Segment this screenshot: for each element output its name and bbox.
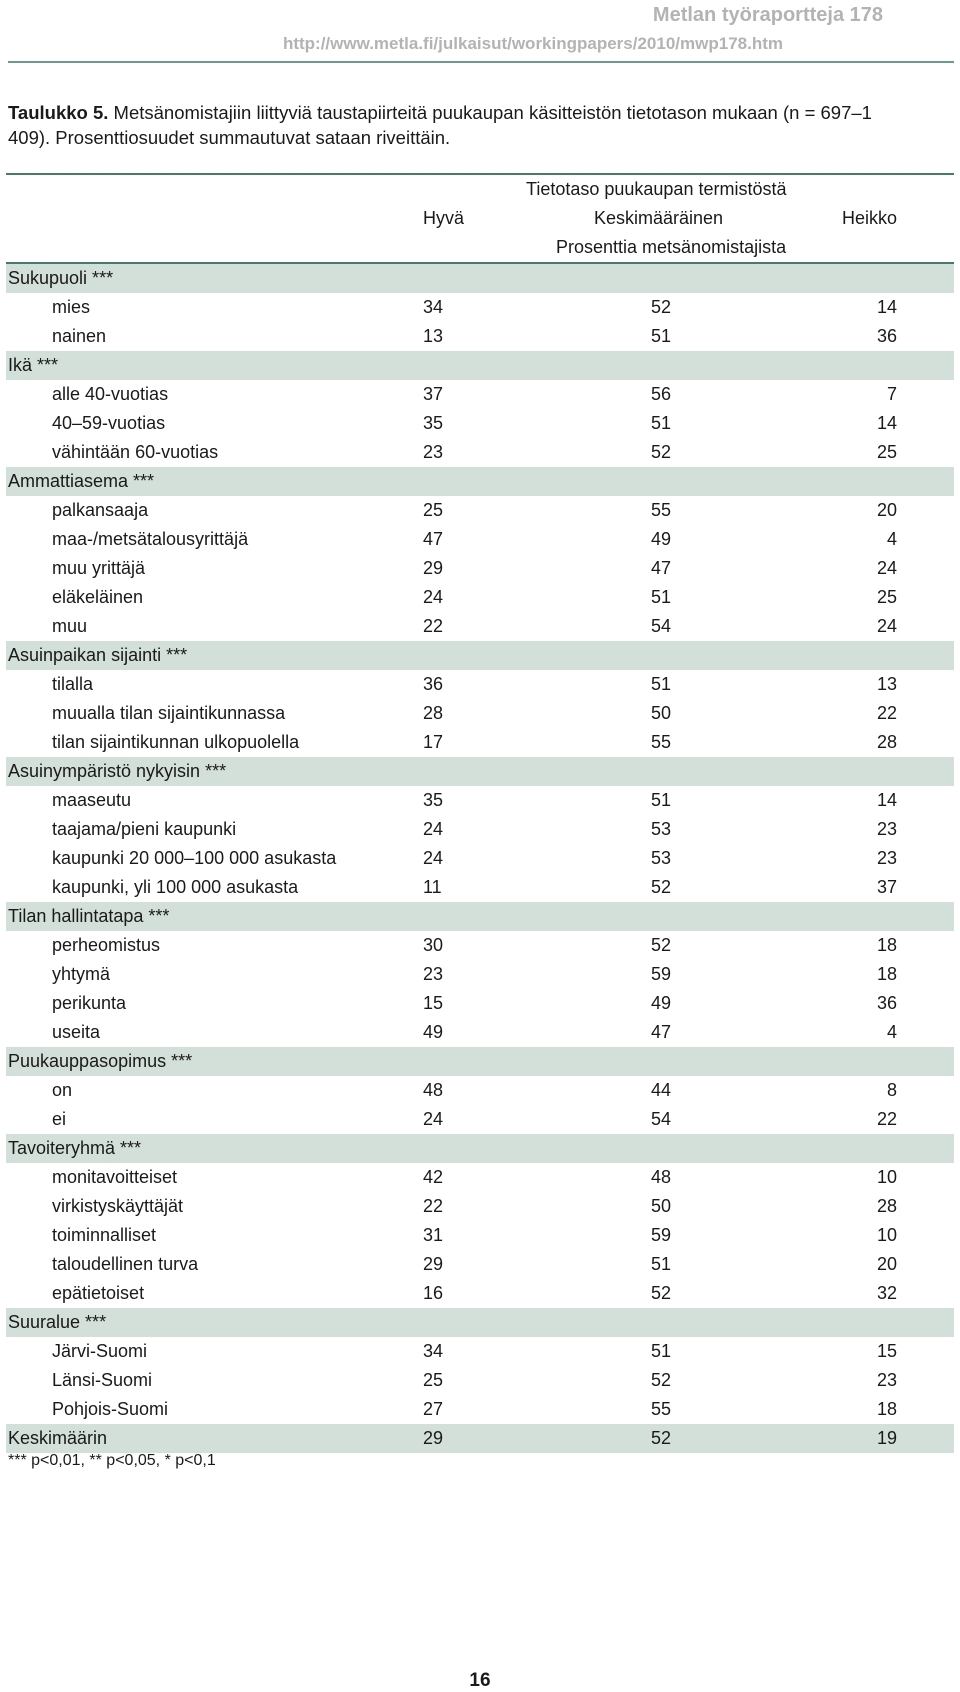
value-poor: 20	[876, 500, 897, 520]
row-label: nainen	[52, 326, 107, 346]
value-average: 52	[650, 297, 671, 317]
row-label: maaseutu	[52, 790, 132, 810]
value-poor: 23	[876, 819, 897, 839]
value-poor: 14	[876, 413, 897, 433]
value-good: 24	[423, 848, 444, 868]
value-average: 51	[650, 587, 671, 607]
value-good: 35	[423, 413, 444, 433]
table-row	[6, 670, 954, 699]
row-label: alle 40-vuotias	[52, 384, 169, 404]
header-super: Tietotaso puukaupan termistöstä	[526, 179, 787, 199]
value-average: 48	[650, 1167, 671, 1187]
value-poor: 28	[876, 732, 897, 752]
table-row	[6, 989, 954, 1018]
value-good: 15	[423, 993, 444, 1013]
table-row	[6, 699, 954, 728]
value-average: 52	[650, 1370, 671, 1390]
value-poor: 14	[876, 790, 897, 810]
table-row	[6, 873, 954, 902]
value-average: 52	[650, 877, 671, 897]
value-poor: 37	[876, 877, 897, 897]
row-label: Länsi-Suomi	[52, 1370, 153, 1390]
group-label: Asuinympäristö nykyisin ***	[8, 761, 227, 781]
table-row	[6, 1163, 954, 1192]
value-poor: 36	[876, 993, 897, 1013]
row-label: kaupunki, yli 100 000 asukasta	[52, 877, 299, 897]
value-good: 25	[423, 500, 444, 520]
table-row	[6, 786, 954, 815]
value-good: 27	[423, 1399, 444, 1419]
header-row-super	[6, 175, 954, 204]
table-row	[6, 438, 954, 467]
value-average: 53	[650, 819, 671, 839]
table-row	[6, 1366, 954, 1395]
value-poor: 7	[886, 384, 897, 404]
value-average: 54	[650, 616, 671, 636]
value-average: 51	[650, 1254, 671, 1274]
value-poor: 4	[886, 1022, 897, 1042]
table-row	[6, 583, 954, 612]
value-average: 49	[650, 993, 671, 1013]
value-poor: 36	[876, 326, 897, 346]
value-good: 22	[423, 616, 444, 636]
row-label: maa-/metsätalousyrittäjä	[52, 529, 249, 549]
table-row	[6, 1250, 954, 1279]
header-row-columns	[6, 204, 954, 233]
total-row	[6, 1424, 954, 1453]
total-poor: 19	[876, 1428, 897, 1448]
group-label: Ammattiasema ***	[8, 471, 155, 491]
value-good: 23	[423, 964, 444, 984]
group-label: Suuralue ***	[8, 1312, 107, 1332]
header-col-poor: Heikko	[841, 208, 897, 228]
header-col-good: Hyvä	[423, 208, 465, 228]
value-good: 29	[423, 1254, 444, 1274]
row-label: perheomistus	[52, 935, 161, 955]
table-row	[6, 728, 954, 757]
value-average: 59	[650, 964, 671, 984]
value-poor: 24	[876, 558, 897, 578]
value-average: 52	[650, 442, 671, 462]
value-average: 49	[650, 529, 671, 549]
value-average: 55	[650, 1399, 671, 1419]
value-average: 50	[650, 703, 671, 723]
value-poor: 15	[876, 1341, 897, 1361]
row-label: epätietoiset	[52, 1283, 145, 1303]
group-row	[6, 757, 954, 786]
value-poor: 4	[886, 529, 897, 549]
value-poor: 23	[876, 848, 897, 868]
value-good: 30	[423, 935, 444, 955]
value-average: 51	[650, 1341, 671, 1361]
value-poor: 14	[876, 297, 897, 317]
value-poor: 8	[886, 1080, 897, 1100]
total-good: 29	[423, 1428, 444, 1448]
group-row	[6, 351, 954, 380]
row-label: mies	[52, 297, 91, 317]
row-label: tilan sijaintikunnan ulkopuolella	[52, 732, 300, 752]
row-label: ei	[52, 1109, 67, 1129]
series-url[interactable]: http://www.metla.fi/julkaisut/workingpapers/2010/mwp178.htm	[282, 34, 783, 53]
row-label: on	[52, 1080, 73, 1100]
table-row	[6, 844, 954, 873]
group-label: Sukupuoli ***	[8, 268, 114, 288]
value-average: 53	[650, 848, 671, 868]
row-label: muu yrittäjä	[52, 558, 146, 578]
row-label: 40–59-vuotias	[52, 413, 166, 433]
group-row	[6, 1134, 954, 1163]
value-good: 35	[423, 790, 444, 810]
table-row	[6, 1076, 954, 1105]
value-poor: 20	[876, 1254, 897, 1274]
group-label: Tavoiteryhmä ***	[8, 1138, 142, 1158]
row-label: Pohjois-Suomi	[52, 1399, 169, 1419]
table-row	[6, 1279, 954, 1308]
header-unit: Prosenttia metsänomistajista	[556, 237, 787, 257]
value-good: 11	[423, 877, 442, 897]
value-average: 51	[650, 326, 671, 346]
value-good: 23	[423, 442, 444, 462]
value-average: 47	[650, 1022, 671, 1042]
total-label: Keskimäärin	[8, 1428, 108, 1448]
table-row	[6, 1337, 954, 1366]
table-row	[6, 1395, 954, 1424]
row-label: yhtymä	[52, 964, 111, 984]
row-label: tilalla	[52, 674, 94, 694]
table-row	[6, 525, 954, 554]
header-col-average: Keskimääräinen	[594, 208, 724, 228]
value-poor: 28	[876, 1196, 897, 1216]
row-label: monitavoitteiset	[52, 1167, 178, 1187]
value-poor: 10	[876, 1225, 897, 1245]
value-good: 34	[423, 1341, 444, 1361]
value-poor: 22	[876, 703, 897, 723]
group-row	[6, 1047, 954, 1076]
table-row	[6, 554, 954, 583]
row-label: useita	[52, 1022, 101, 1042]
header-row-unit	[6, 233, 954, 262]
value-poor: 25	[876, 442, 897, 462]
table-row	[6, 1192, 954, 1221]
group-label: Ikä ***	[8, 355, 59, 375]
page-number: 16	[469, 1670, 491, 1691]
value-good: 36	[423, 674, 444, 694]
value-poor: 18	[876, 1399, 897, 1419]
value-average: 56	[650, 384, 671, 404]
caption-text: Metsänomistajiin liittyviä taustapiirteitä puukaupan käsitteistön tietotason mukaan (n = 697–1 409). Prosenttiosuudet summautuvat sataan riveittäin.	[8, 102, 872, 148]
row-label: eläkeläinen	[52, 587, 144, 607]
value-good: 17	[423, 732, 444, 752]
value-average: 54	[650, 1109, 671, 1129]
value-poor: 13	[876, 674, 897, 694]
data-table	[6, 173, 954, 1453]
value-good: 24	[423, 1109, 444, 1129]
value-good: 24	[423, 819, 444, 839]
table-row	[6, 293, 954, 322]
value-average: 51	[650, 674, 671, 694]
table-row	[6, 960, 954, 989]
value-average: 59	[650, 1225, 671, 1245]
value-good: 13	[423, 326, 444, 346]
value-average: 50	[650, 1196, 671, 1216]
value-good: 42	[423, 1167, 444, 1187]
caption-label: Taulukko 5.	[8, 102, 109, 123]
row-label: palkansaaja	[52, 500, 149, 520]
value-good: 47	[423, 529, 444, 549]
table-row	[6, 380, 954, 409]
value-poor: 18	[876, 964, 897, 984]
table-row	[6, 1221, 954, 1250]
value-poor: 24	[876, 616, 897, 636]
row-label: muualla tilan sijaintikunnassa	[52, 703, 286, 723]
row-label: taajama/pieni kaupunki	[52, 819, 237, 839]
table-row	[6, 322, 954, 351]
value-average: 44	[650, 1080, 671, 1100]
value-average: 51	[650, 790, 671, 810]
table-row	[6, 496, 954, 525]
value-good: 16	[423, 1283, 444, 1303]
row-label: virkistyskäyttäjät	[52, 1196, 184, 1216]
value-good: 28	[423, 703, 444, 723]
group-row	[6, 641, 954, 670]
value-average: 51	[650, 413, 671, 433]
value-good: 24	[423, 587, 444, 607]
table-row	[6, 612, 954, 641]
row-label: vähintään 60-vuotias	[52, 442, 219, 462]
table-row	[6, 931, 954, 960]
series-title: Metlan työraportteja 178	[652, 4, 883, 26]
value-average: 55	[650, 500, 671, 520]
row-label: perikunta	[52, 993, 127, 1013]
group-row	[6, 264, 954, 293]
value-average: 47	[650, 558, 671, 578]
group-label: Puukauppasopimus ***	[8, 1051, 193, 1071]
value-good: 48	[423, 1080, 444, 1100]
value-good: 25	[423, 1370, 444, 1390]
total-average: 52	[650, 1428, 671, 1448]
value-good: 34	[423, 297, 444, 317]
table-row	[6, 815, 954, 844]
value-average: 52	[650, 1283, 671, 1303]
value-good: 31	[423, 1225, 444, 1245]
table-row	[6, 1018, 954, 1047]
value-average: 52	[650, 935, 671, 955]
table-body	[6, 264, 954, 1453]
value-poor: 10	[876, 1167, 897, 1187]
row-label: Järvi-Suomi	[52, 1341, 148, 1361]
value-poor: 25	[876, 587, 897, 607]
group-row	[6, 1308, 954, 1337]
value-average: 55	[650, 732, 671, 752]
row-label: muu	[52, 616, 88, 636]
table-row	[6, 409, 954, 438]
value-good: 49	[423, 1022, 444, 1042]
value-good: 37	[423, 384, 444, 404]
header-divider	[8, 61, 954, 63]
value-good: 22	[423, 1196, 444, 1216]
value-poor: 32	[876, 1283, 897, 1303]
group-label: Tilan hallintatapa ***	[8, 906, 170, 926]
table-caption	[8, 100, 908, 150]
row-label: taloudellinen turva	[52, 1254, 199, 1274]
group-row	[6, 902, 954, 931]
group-row	[6, 467, 954, 496]
footnote: *** p<0,01, ** p<0,05, * p<0,1	[8, 1452, 216, 1469]
group-label: Asuinpaikan sijainti ***	[8, 645, 188, 665]
value-poor: 18	[876, 935, 897, 955]
value-poor: 22	[876, 1109, 897, 1129]
table-row	[6, 1105, 954, 1134]
value-poor: 23	[876, 1370, 897, 1390]
value-good: 29	[423, 558, 444, 578]
row-label: toiminnalliset	[52, 1225, 157, 1245]
row-label: kaupunki 20 000–100 000 asukasta	[52, 848, 337, 868]
